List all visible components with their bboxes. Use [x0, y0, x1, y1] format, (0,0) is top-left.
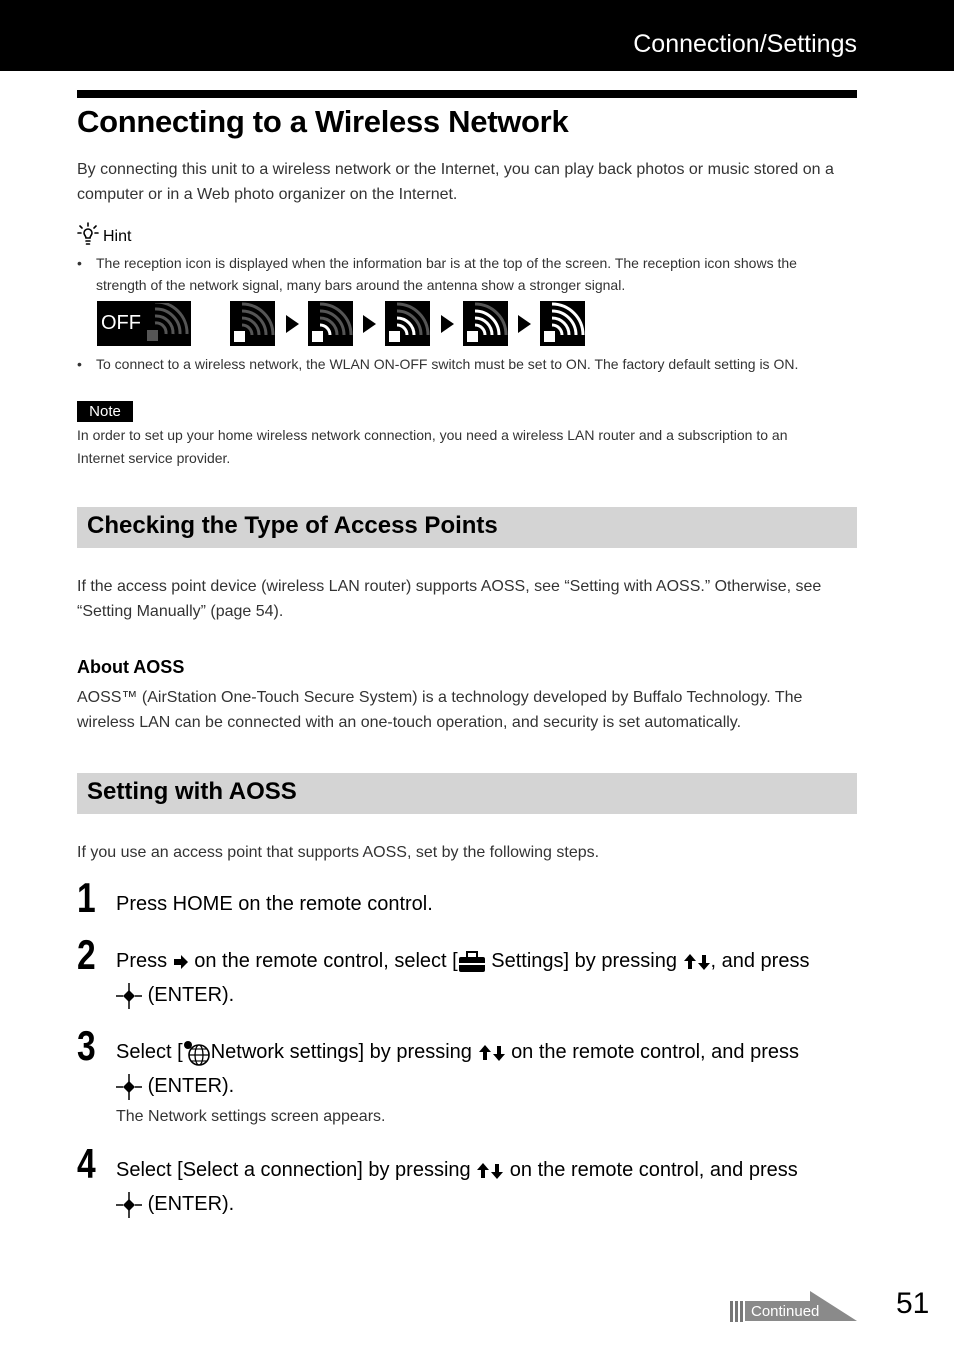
signal-level-3-icon	[385, 301, 430, 346]
about-aoss-paragraph: AOSS™ (AirStation One-Touch Secure System) is a technology developed by Buffalo Technology. The wireless LAN can be connected with an one-touch operation, and security is set automatically.	[77, 689, 803, 731]
access-points-paragraph: If the access point device (wireless LAN router) supports AOSS, see “Setting with AOSS.” Otherwise, see “Setting Manually” (page 54).	[77, 578, 822, 620]
page-number: 51	[896, 1287, 930, 1320]
arrow-right-icon	[286, 315, 299, 333]
arrow-right-icon	[363, 315, 376, 333]
signal-off-icon: OFF	[97, 301, 191, 346]
enter-icon	[116, 1074, 142, 1100]
step-number: 1	[77, 874, 96, 921]
up-down-arrows-icon	[478, 1044, 506, 1062]
hint-bullet-reception: • The reception icon is displayed when the information bar is at the top of the screen. The reception icon shows the strength of the network signal, many bars around the antenna show a stronger signal.	[77, 252, 846, 296]
continued-label: Continued	[751, 1303, 820, 1320]
hint-heading	[77, 222, 131, 246]
section-heading-access-points: Checking the Type of Access Points	[77, 507, 857, 548]
aoss-intro-paragraph: If you use an access point that supports AOSS, set by the following steps.	[77, 844, 600, 861]
toolbox-icon	[458, 951, 486, 973]
antenna-icon	[463, 301, 508, 346]
page-title: Connecting to a Wireless Network	[77, 104, 569, 139]
hint-bullet-wlan: • To connect to a wireless network, the WLAN ON-OFF switch must be set to ON. The factory default setting is ON.	[77, 353, 846, 375]
antenna-icon	[308, 301, 353, 346]
continued-marker	[730, 1291, 858, 1322]
antenna-base	[467, 331, 478, 342]
about-aoss-heading: About AOSS	[77, 657, 185, 677]
antenna-base	[544, 331, 555, 342]
up-down-arrows-icon	[683, 953, 711, 971]
hint-label: Hint	[103, 228, 132, 245]
step-3-text: Select [ Network settings] by pressing on the remote control, and press (ENTER).	[116, 1035, 856, 1103]
step-4-text: Select [Select a connection] by pressing on the remote control, and press (ENTER).	[116, 1153, 856, 1221]
enter-icon	[116, 1192, 142, 1218]
step-number: 4	[77, 1140, 96, 1187]
antenna-base	[234, 331, 245, 342]
lightbulb-icon	[77, 222, 99, 246]
step-1-text: Press HOME on the remote control.	[116, 893, 433, 915]
antenna-base	[312, 331, 323, 342]
note-badge: Note	[77, 401, 133, 422]
signal-level-1-icon	[230, 301, 275, 346]
antenna-icon	[145, 303, 189, 344]
enter-icon	[116, 983, 142, 1009]
signal-level-2-icon	[308, 301, 353, 346]
arrow-right-icon	[518, 315, 531, 333]
step-number: 2	[77, 931, 96, 978]
header-bar	[0, 0, 954, 71]
step-number: 3	[77, 1022, 96, 1069]
signal-level-5-icon	[540, 301, 585, 346]
arrow-right-icon	[441, 315, 454, 333]
signal-level-4-icon	[463, 301, 508, 346]
antenna-icon	[230, 301, 275, 346]
step-3-note: The Network settings screen appears.	[116, 1108, 386, 1125]
section-heading-aoss: Setting with AOSS	[77, 773, 857, 814]
antenna-icon	[540, 301, 585, 346]
note-text: In order to set up your home wireless network connection, you need a wireless LAN router and a subscription to an Internet service provider.	[77, 427, 788, 466]
network-globe-icon	[183, 1040, 211, 1066]
section-title: Connection/Settings	[633, 30, 857, 58]
antenna-icon	[385, 301, 430, 346]
intro-paragraph: By connecting this unit to a wireless network or the Internet, you can play back photos or music stored on a computer or in a Web photo organizer on the Internet.	[77, 161, 834, 203]
step-2-text: Press on the remote control, select [ Settings] by pressing , and press (ENTER).	[116, 944, 856, 1012]
right-arrow-icon	[173, 955, 189, 969]
up-down-arrows-icon	[476, 1162, 504, 1180]
title-rule	[77, 90, 857, 98]
antenna-base	[389, 331, 400, 342]
